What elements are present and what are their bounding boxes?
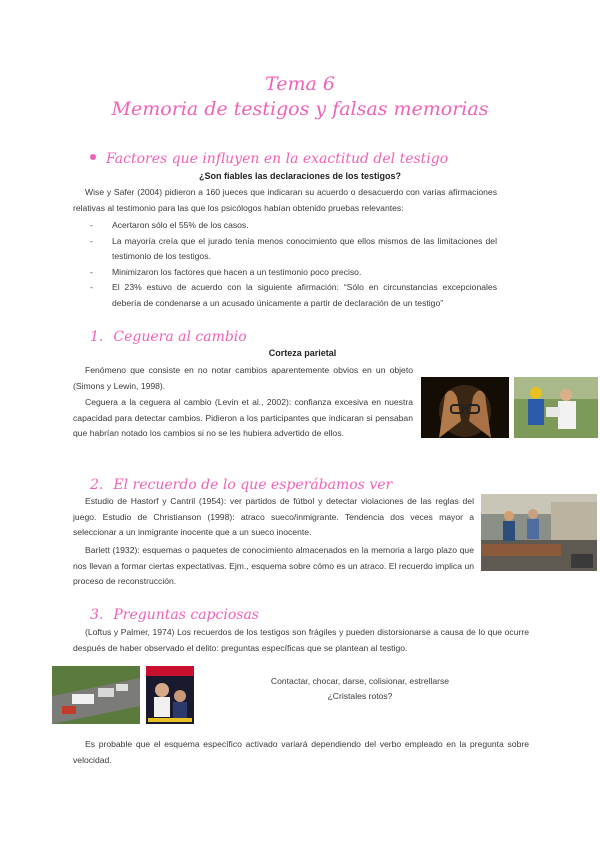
hands-face-photo: [421, 377, 509, 438]
list-item: - Acertaron sólo el 55% de los casos.: [90, 218, 497, 234]
paragraph: Fenómeno que consiste en no notar cambios aparentemente obvios en un objeto (Simons y Lewin, 1998).: [73, 365, 413, 391]
section-subheading: Corteza parietal: [268, 348, 337, 358]
section-heading-leading-questions: [90, 606, 259, 624]
section-heading-expectations: [90, 476, 392, 494]
document-title-line1: Tema 6: [265, 73, 335, 95]
paragraph: Barlett (1932): esquemas o paquetes de conocimiento almacenados en la memoria a largo plazo que nos llevan a formar ciertas expectativas. Ejm., esquema sobre cómo es un atraco. El recuerdo implica un proceso de reconstrucción.: [73, 545, 474, 586]
section-heading-change-blindness: [90, 328, 247, 346]
section-number: 1.: [90, 329, 104, 345]
list-item: - El 23% estuvo de acuerdo con la siguiente afirmación: “Sólo en circunstancias excepcionales debería de condenarse a un acusado únicamente a partir de declaración de un testigo”: [90, 280, 497, 311]
car-crash-photo: [52, 666, 140, 724]
section-heading-text: Ceguera al cambio: [113, 329, 247, 345]
document-title-line2: Memoria de testigos y falsas memorias: [111, 98, 489, 120]
section-number: 3.: [90, 607, 104, 623]
bullet-icon: [90, 154, 96, 160]
section-heading-text: Factores que influyen en la exactitud del testigo: [106, 151, 449, 167]
section-heading-text: El recuerdo de lo que esperábamos ver: [113, 477, 393, 493]
findings-list: [90, 218, 497, 311]
construction-workers-photo: [514, 377, 598, 438]
paragraph: Estudio de Hastorf y Cantril (1954): ver partidos de fútbol y detectar violaciones de las reglas del juego. Estudio de Christianson (1998): atraco sueco/inmigrante. Tendencia dos veces mayor a seleccionar a un inmigrante inocente que a un sueco inocente.: [73, 496, 474, 537]
verbs-list: Contactar, chocar, darse, colisionar, estrellarse: [270, 676, 450, 686]
paragraph: Ceguera a la ceguera al cambio (Levin et al., 2002): confianza excesiva en nuestra capacidad para detectar cambios. Pidieron a los participantes que indicaran si pensaban que habrían notado los cambios si no se les hubiera advertido de ellos.: [73, 397, 413, 438]
section-heading-factors: [90, 150, 448, 168]
section-heading-text: Preguntas capciosas: [113, 607, 259, 623]
paragraph: (Loftus y Palmer, 1974) Los recuerdos de los testigos son frágiles y pueden distorsionarse a causa de lo que ocurre después de haber observado el delito: preguntas específicas que se plantean al testigo.: [73, 627, 529, 653]
paragraph: Es probable que el esquema específico activado variará dependiendo del verbo empleado en la pregunta sobre velocidad.: [73, 739, 529, 765]
section-subheading: ¿Son fiables las declaraciones de los testigos?: [198, 171, 402, 181]
magazine-cover-photo: [146, 666, 194, 724]
section-number: 2.: [90, 477, 104, 493]
security-camera-photo: [481, 494, 597, 571]
broken-glass-question: ¿Cristales rotos?: [327, 691, 393, 701]
intro-paragraph: Wise y Safer (2004) pidieron a 160 jueces que indicaran su acuerdo o desacuerdo con varias afirmaciones relativas al testimonio para las que los psicólogos habían obtenido pruebas relevantes:: [73, 187, 497, 213]
list-item: - La mayoría creía que el jurado tenía menos conocimiento que ellos mismos de las limitaciones del testimonio de los testigos.: [90, 234, 497, 265]
list-item: - Minimizaron los factores que hacen a un testimonio poco preciso.: [90, 265, 497, 281]
